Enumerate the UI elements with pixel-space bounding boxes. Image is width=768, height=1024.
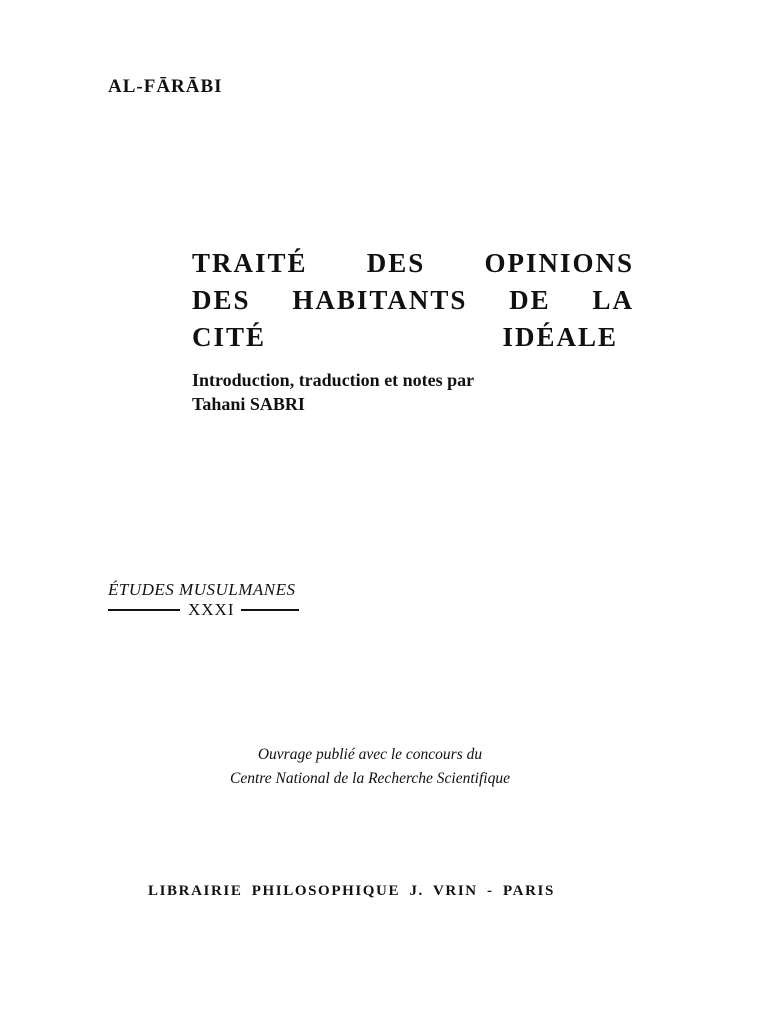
- title-word: CITÉ: [192, 322, 267, 352]
- title-word: IDÉALE: [502, 322, 618, 352]
- series-rule-left: [108, 609, 180, 611]
- funding-notice-line-1: Ouvrage publié avec le concours du: [257, 746, 483, 763]
- series-number-row: [108, 600, 299, 620]
- series-name: ÉTUDES MUSULMANES: [108, 580, 296, 599]
- translator-name: Tahani SABRI: [192, 394, 305, 414]
- title-line-2: [192, 285, 634, 316]
- publisher-imprint: LIBRAIRIE PHILOSOPHIQUE J. VRIN - PARIS: [148, 883, 555, 899]
- title-word: HABITANTS: [292, 285, 468, 315]
- author-name: AL-FĀRĀBI: [108, 76, 223, 97]
- series-number: XXXI: [188, 600, 235, 619]
- title-word: TRAITÉ: [192, 248, 308, 278]
- title-line-3: [192, 322, 634, 353]
- title-word: OPINIONS: [484, 248, 634, 278]
- title-word: DES: [366, 248, 426, 278]
- title-word: DE: [509, 285, 551, 315]
- title-line-1: [192, 248, 634, 279]
- title-word: LA: [592, 285, 634, 315]
- series-rule-right: [241, 609, 299, 611]
- intro-line: Introduction, traduction et notes par: [192, 370, 475, 390]
- title-word: DES: [192, 285, 251, 315]
- funding-notice-line-2: Centre National de la Recherche Scientifique: [230, 770, 510, 787]
